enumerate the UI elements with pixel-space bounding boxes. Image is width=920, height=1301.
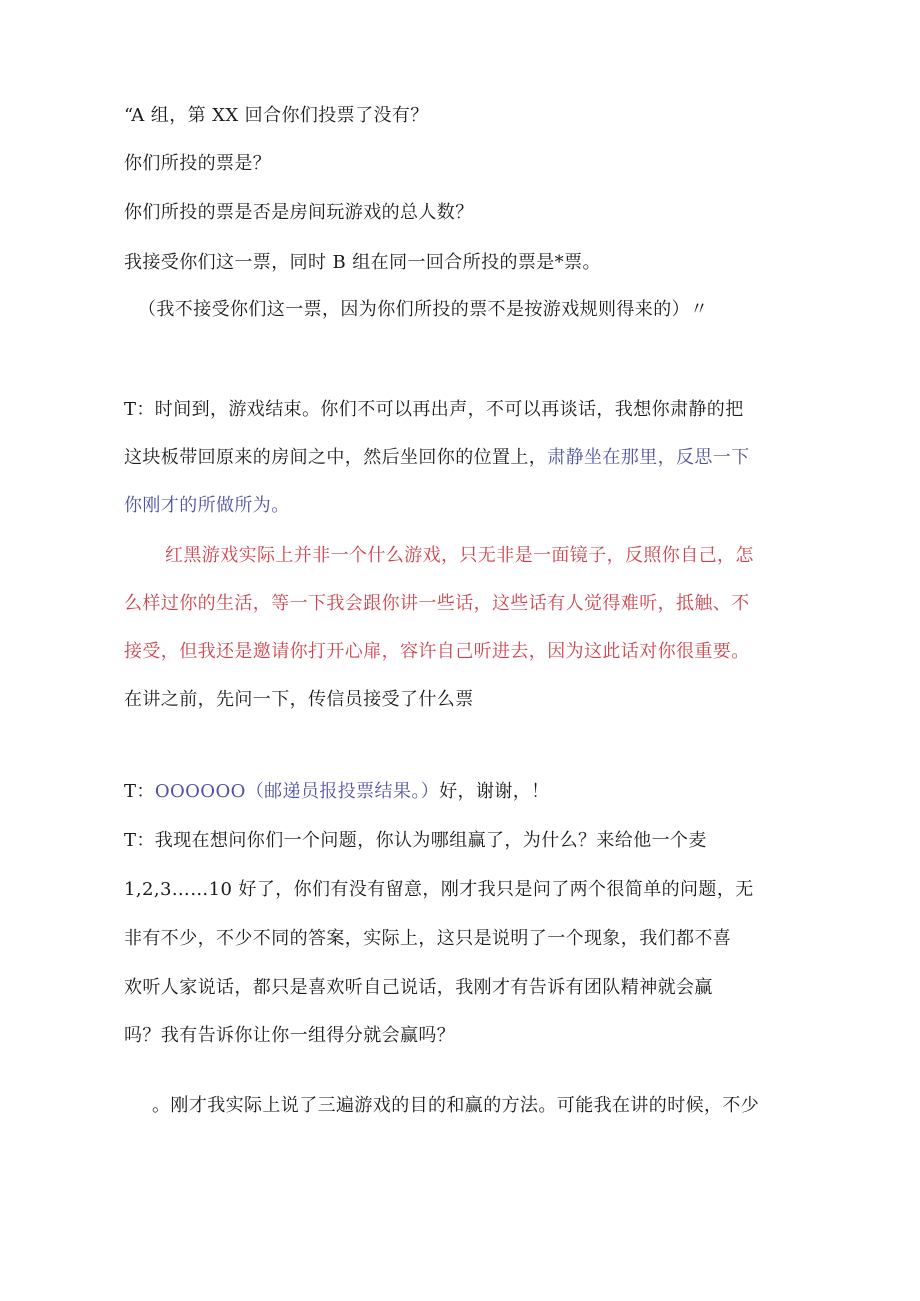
speaker-label: T： [124, 781, 155, 802]
game-end-line-2 [124, 446, 750, 470]
vote-question-line-5: （我不接受你们这一票，因为你们所投的票不是按游戏规则得来的）〃 [138, 299, 709, 320]
thanks-text: 好，谢谢，！ [439, 781, 550, 802]
mirror-paragraph-line-2: 么样过你的生活，等一下我会跟你讲一些话，这些话有人觉得难听，抵触、不 [124, 593, 750, 614]
closing-line-1: 。刚才我实际上说了三遍游戏的目的和赢的方法。可能我在讲的时候，不少 [152, 1095, 760, 1116]
mirror-paragraph-line-1: 红黑游戏实际上并非一个什么游戏，只无非是一面镜子，反照你自己，怎 [165, 545, 754, 566]
question-line-2: 1,2,3……10 好了，你们有没有留意，刚才我只是问了两个很简单的问题，无 [124, 879, 754, 900]
result-line [124, 780, 550, 804]
vote-question-line-3: 你们所投的票是否是房间玩游戏的总人数？ [124, 202, 474, 223]
postman-result: OOOOOO（邮递员报投票结果。） [154, 781, 440, 802]
vote-question-line-2: 你们所投的票是？ [124, 153, 272, 174]
vote-question-line-4: 我接受你们这一票，同时 B 组在同一回合所投的票是*票。 [124, 252, 601, 273]
reflect-instruction: 肃静坐在那里，反思一下 [547, 447, 750, 468]
game-end-line-1: T：时间到，游戏结束。你们不可以再出声，不可以再谈话，我想你肃静的把 [124, 399, 744, 420]
mirror-paragraph-line-3: 接受，但我还是邀请你打开心扉，容许自己听进去，因为这此话对你很重要。 [124, 641, 750, 662]
question-line-3: 非有不少，不少不同的答案，实际上，这只是说明了一个现象，我们都不喜 [124, 928, 732, 949]
game-end-line-3: 你刚才的所做所为。 [124, 495, 290, 516]
mirror-paragraph-line-4: 在讲之前，先问一下，传信员接受了什么票 [124, 689, 474, 710]
vote-question-line-1: “A 组，第 XX 回合你们投票了没有？ [124, 105, 429, 126]
question-line-5: 吗？我有告诉你让你一组得分就会赢吗？ [124, 1025, 456, 1046]
game-end-line-2-text: 这块板带回原来的房间之中，然后坐回你的位置上， [124, 447, 548, 468]
question-line-4: 欢听人家说话，都只是喜欢听自己说话，我刚才有告诉有团队精神就会赢 [124, 977, 713, 998]
question-line-1: T：我现在想问你们一个问题，你认为哪组赢了，为什么？来给他一个麦 [124, 830, 707, 851]
